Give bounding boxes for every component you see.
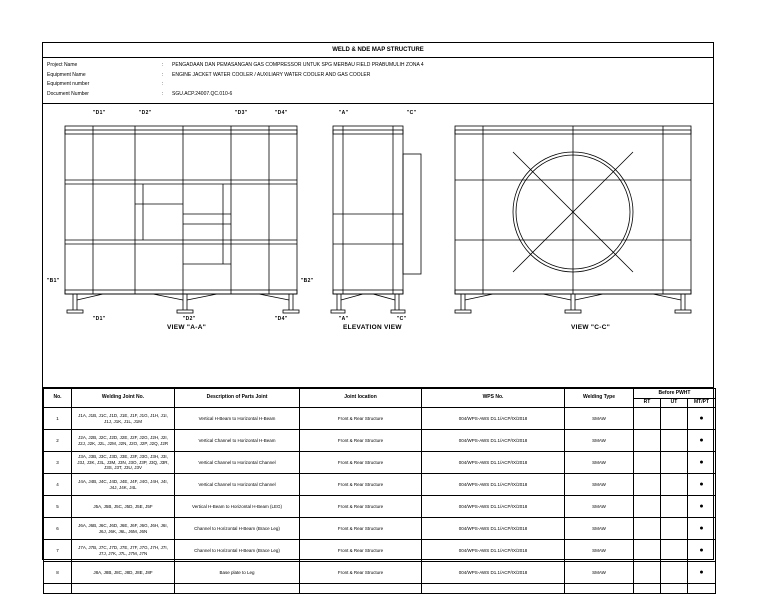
- info-label: Equipment number: [47, 81, 90, 87]
- info-label: Project Name: [47, 62, 78, 68]
- row-location: Front & Rear Structure: [300, 518, 422, 540]
- row-rt: [634, 430, 661, 452]
- info-value: PENGADAAN DAN PEMASANGAN GAS COMPRESSOR UNTUK SPG MERBAU FIELD PRABUMULIH ZONA 4: [172, 62, 424, 68]
- row-no: 2: [44, 430, 72, 452]
- blank-cell: [565, 584, 634, 594]
- row-wps: 004/WPS-AWS D1.1/ACP/IX/2018: [422, 474, 565, 496]
- blank-cell: [175, 584, 300, 594]
- section-mark: "D4": [275, 316, 288, 322]
- row-joint-numbers: J6A, J6B, J6C, J6D, J6E, J6F, J6G, J6H, J6I, J6J, J6K, J6L, J6M, J6N: [72, 518, 175, 540]
- row-rt: [634, 452, 661, 474]
- section-mark: "D2": [183, 316, 196, 322]
- table-row: [44, 408, 716, 430]
- row-description: Channel to Horizontal H-Beam (Brace Leg): [175, 540, 300, 562]
- blank-cell: [300, 584, 422, 594]
- row-mt-pt: ●: [688, 474, 716, 496]
- row-location: Front & Rear Structure: [300, 496, 422, 518]
- row-rt: [634, 540, 661, 562]
- row-no: 4: [44, 474, 72, 496]
- info-row: Equipment Name : ENGINE JACKET WATER COOLER / AUXILIARY WATER COOLER AND GAS COOLER: [47, 71, 424, 81]
- row-no: 7: [44, 540, 72, 562]
- row-description: Vertical H-Beam to Horizontal H-Beam (LEG): [175, 496, 300, 518]
- row-wps: 004/WPS-AWS D1.1/ACP/IX/2018: [422, 430, 565, 452]
- structure-drawing-svg: [43, 104, 715, 389]
- section-mark: "D3": [235, 110, 248, 116]
- elevation-frame: [331, 126, 421, 313]
- row-mt-pt: ●: [688, 430, 716, 452]
- row-location: Front & Rear Structure: [300, 408, 422, 430]
- row-no: 3: [44, 452, 72, 474]
- row-description: Vertical Channel to Horizontal Channel: [175, 474, 300, 496]
- section-mark: "A": [339, 316, 349, 322]
- header-mt-pt: MT/PT: [688, 399, 716, 408]
- row-no: 6: [44, 518, 72, 540]
- row-location: Front & Rear Structure: [300, 430, 422, 452]
- row-description: Vertical H-Beam to Horizontal H-Beam: [175, 408, 300, 430]
- row-welding-type: SMAW: [565, 430, 634, 452]
- row-location: Front & Rear Structure: [300, 562, 422, 584]
- blank-cell: [634, 584, 661, 594]
- section-mark: "C": [397, 316, 407, 322]
- section-mark: "B2": [301, 278, 314, 284]
- view-a-label: VIEW "A-A": [167, 324, 207, 331]
- header-wps: WPS No.: [422, 389, 565, 408]
- header-rt: RT: [634, 399, 661, 408]
- document-info: [47, 61, 424, 99]
- row-no: 5: [44, 496, 72, 518]
- row-ut: [661, 474, 688, 496]
- row-mt-pt: ●: [688, 540, 716, 562]
- row-wps: 004/WPS-AWS D1.1/ACP/IX/2018: [422, 518, 565, 540]
- header-before-pwht: Before PWHT: [634, 389, 716, 399]
- view-c-frame: [455, 126, 691, 313]
- row-ut: [661, 496, 688, 518]
- weld-joint-table: [43, 388, 716, 594]
- section-mark: "D4": [275, 110, 288, 116]
- info-label: Document Number: [47, 90, 89, 97]
- row-mt-pt: ●: [688, 408, 716, 430]
- row-ut: [661, 540, 688, 562]
- blank-cell: [44, 584, 72, 594]
- row-joint-numbers: J1A, J1B, J1C, J1D, J1E, J1F, J1G, J1H, J1I, J1J, J1K, J1L, J1M: [72, 408, 175, 430]
- row-welding-type: SMAW: [565, 562, 634, 584]
- blank-row: [44, 584, 716, 594]
- table-row: [44, 452, 716, 474]
- row-welding-type: SMAW: [565, 474, 634, 496]
- info-row: Document Number : SGU.ACP.24007.QC.010-6: [47, 90, 424, 100]
- row-no: 8: [44, 562, 72, 584]
- document-frame: [42, 42, 714, 576]
- table-row: [44, 430, 716, 452]
- row-wps: 004/WPS-AWS D1.1/ACP/IX/2018: [422, 496, 565, 518]
- row-rt: [634, 496, 661, 518]
- section-mark: "D2": [139, 110, 152, 116]
- row-ut: [661, 452, 688, 474]
- row-welding-type: SMAW: [565, 540, 634, 562]
- info-value: SGU.ACP.24007.QC.010-6: [172, 90, 233, 97]
- row-location: Front & Rear Structure: [300, 540, 422, 562]
- info-row: Equipment number :: [47, 80, 424, 90]
- table-row: [44, 562, 716, 584]
- row-location: Front & Rear Structure: [300, 452, 422, 474]
- row-ut: [661, 562, 688, 584]
- table-row: [44, 474, 716, 496]
- row-wps: 004/WPS-AWS D1.1/ACP/IX/2018: [422, 540, 565, 562]
- section-mark: "D1": [93, 316, 106, 322]
- table-row: [44, 518, 716, 540]
- section-mark: "C": [407, 110, 417, 116]
- row-wps: 004/WPS-AWS D1.1/ACP/IX/2018: [422, 562, 565, 584]
- row-wps: 004/WPS-AWS D1.1/ACP/IX/2018: [422, 408, 565, 430]
- row-welding-type: SMAW: [565, 496, 634, 518]
- row-joint-numbers: J3A, J3B, J3C, J3D, J3E, J3F, J3G, J3H, J3I, J3J, J3K, J3L, J3M, J3N, J3O, J3P, J3Q, J3R, J3S, J3T, J3U, J3V: [72, 452, 175, 474]
- row-joint-numbers: J5A, J5B, J5C, J5D, J5E, J5F: [72, 496, 175, 518]
- row-description: Vertical Channel to Horizontal H-Beam: [175, 430, 300, 452]
- section-mark: "D1": [93, 110, 106, 116]
- blank-cell: [688, 584, 716, 594]
- info-label: Equipment Name: [47, 71, 86, 78]
- section-mark: "B1": [47, 278, 60, 284]
- row-ut: [661, 408, 688, 430]
- row-no: 1: [44, 408, 72, 430]
- row-joint-numbers: J8A, J8B, J8C, J8D, J8E, J8F: [72, 562, 175, 584]
- row-description: Channel to Horizontal H-Beam (Brace Leg): [175, 518, 300, 540]
- header-ut: UT: [661, 399, 688, 408]
- row-welding-type: SMAW: [565, 452, 634, 474]
- elevation-view-label: ELEVATION VIEW: [343, 324, 402, 331]
- row-rt: [634, 474, 661, 496]
- row-location: Front & Rear Structure: [300, 474, 422, 496]
- row-rt: [634, 562, 661, 584]
- row-mt-pt: ●: [688, 562, 716, 584]
- info-value: ENGINE JACKET WATER COOLER / AUXILIARY WATER COOLER AND GAS COOLER: [172, 71, 371, 78]
- row-mt-pt: ●: [688, 452, 716, 474]
- header-joint: Welding Joint No.: [72, 389, 175, 408]
- row-description: Base plate to Leg: [175, 562, 300, 584]
- info-row: Project Name : PENGADAAN DAN PEMASANGAN GAS COMPRESSOR UNTUK SPG MERBAU FIELD PRABUMULIH ZONA 4: [47, 61, 424, 71]
- row-ut: [661, 430, 688, 452]
- row-welding-type: SMAW: [565, 408, 634, 430]
- row-wps: 004/WPS-AWS D1.1/ACP/IX/2018: [422, 452, 565, 474]
- view-a-frame: [65, 126, 299, 313]
- row-description: Vertical Channel to Horizontal Channel: [175, 452, 300, 474]
- row-joint-numbers: J7A, J7B, J7C, J7D, J7E, J7F, J7G, J7H, J7I, J7J, J7K, J7L, J7M, J7N: [72, 540, 175, 562]
- header-location: Joint location: [300, 389, 422, 408]
- table-row: [44, 540, 716, 562]
- row-rt: [634, 518, 661, 540]
- structure-drawing: [43, 103, 713, 388]
- row-joint-numbers: J4A, J4B, J4C, J4D, J4E, J4F, J4G, J4H, J4I, J4J, J4K, J4L: [72, 474, 175, 496]
- row-mt-pt: ●: [688, 518, 716, 540]
- header-no: No.: [44, 389, 72, 408]
- row-mt-pt: ●: [688, 496, 716, 518]
- header-description: Description of Parts Joint: [175, 389, 300, 408]
- row-welding-type: SMAW: [565, 518, 634, 540]
- row-joint-numbers: J2A, J2B, J2C, J2D, J2E, J2F, J2G, J2H, J2I, J2J, J2K, J2L, J2M, J2N, J2O, J2P, J2Q, J2R: [72, 430, 175, 452]
- blank-cell: [422, 584, 565, 594]
- row-ut: [661, 518, 688, 540]
- row-rt: [634, 408, 661, 430]
- section-mark: "A": [339, 110, 349, 116]
- blank-cell: [661, 584, 688, 594]
- header-welding-type: Welding Type: [565, 389, 634, 408]
- document-title: WELD & NDE MAP STRUCTURE: [43, 43, 713, 58]
- view-c-label: VIEW "C-C": [571, 324, 611, 331]
- table-row: [44, 496, 716, 518]
- blank-cell: [72, 584, 175, 594]
